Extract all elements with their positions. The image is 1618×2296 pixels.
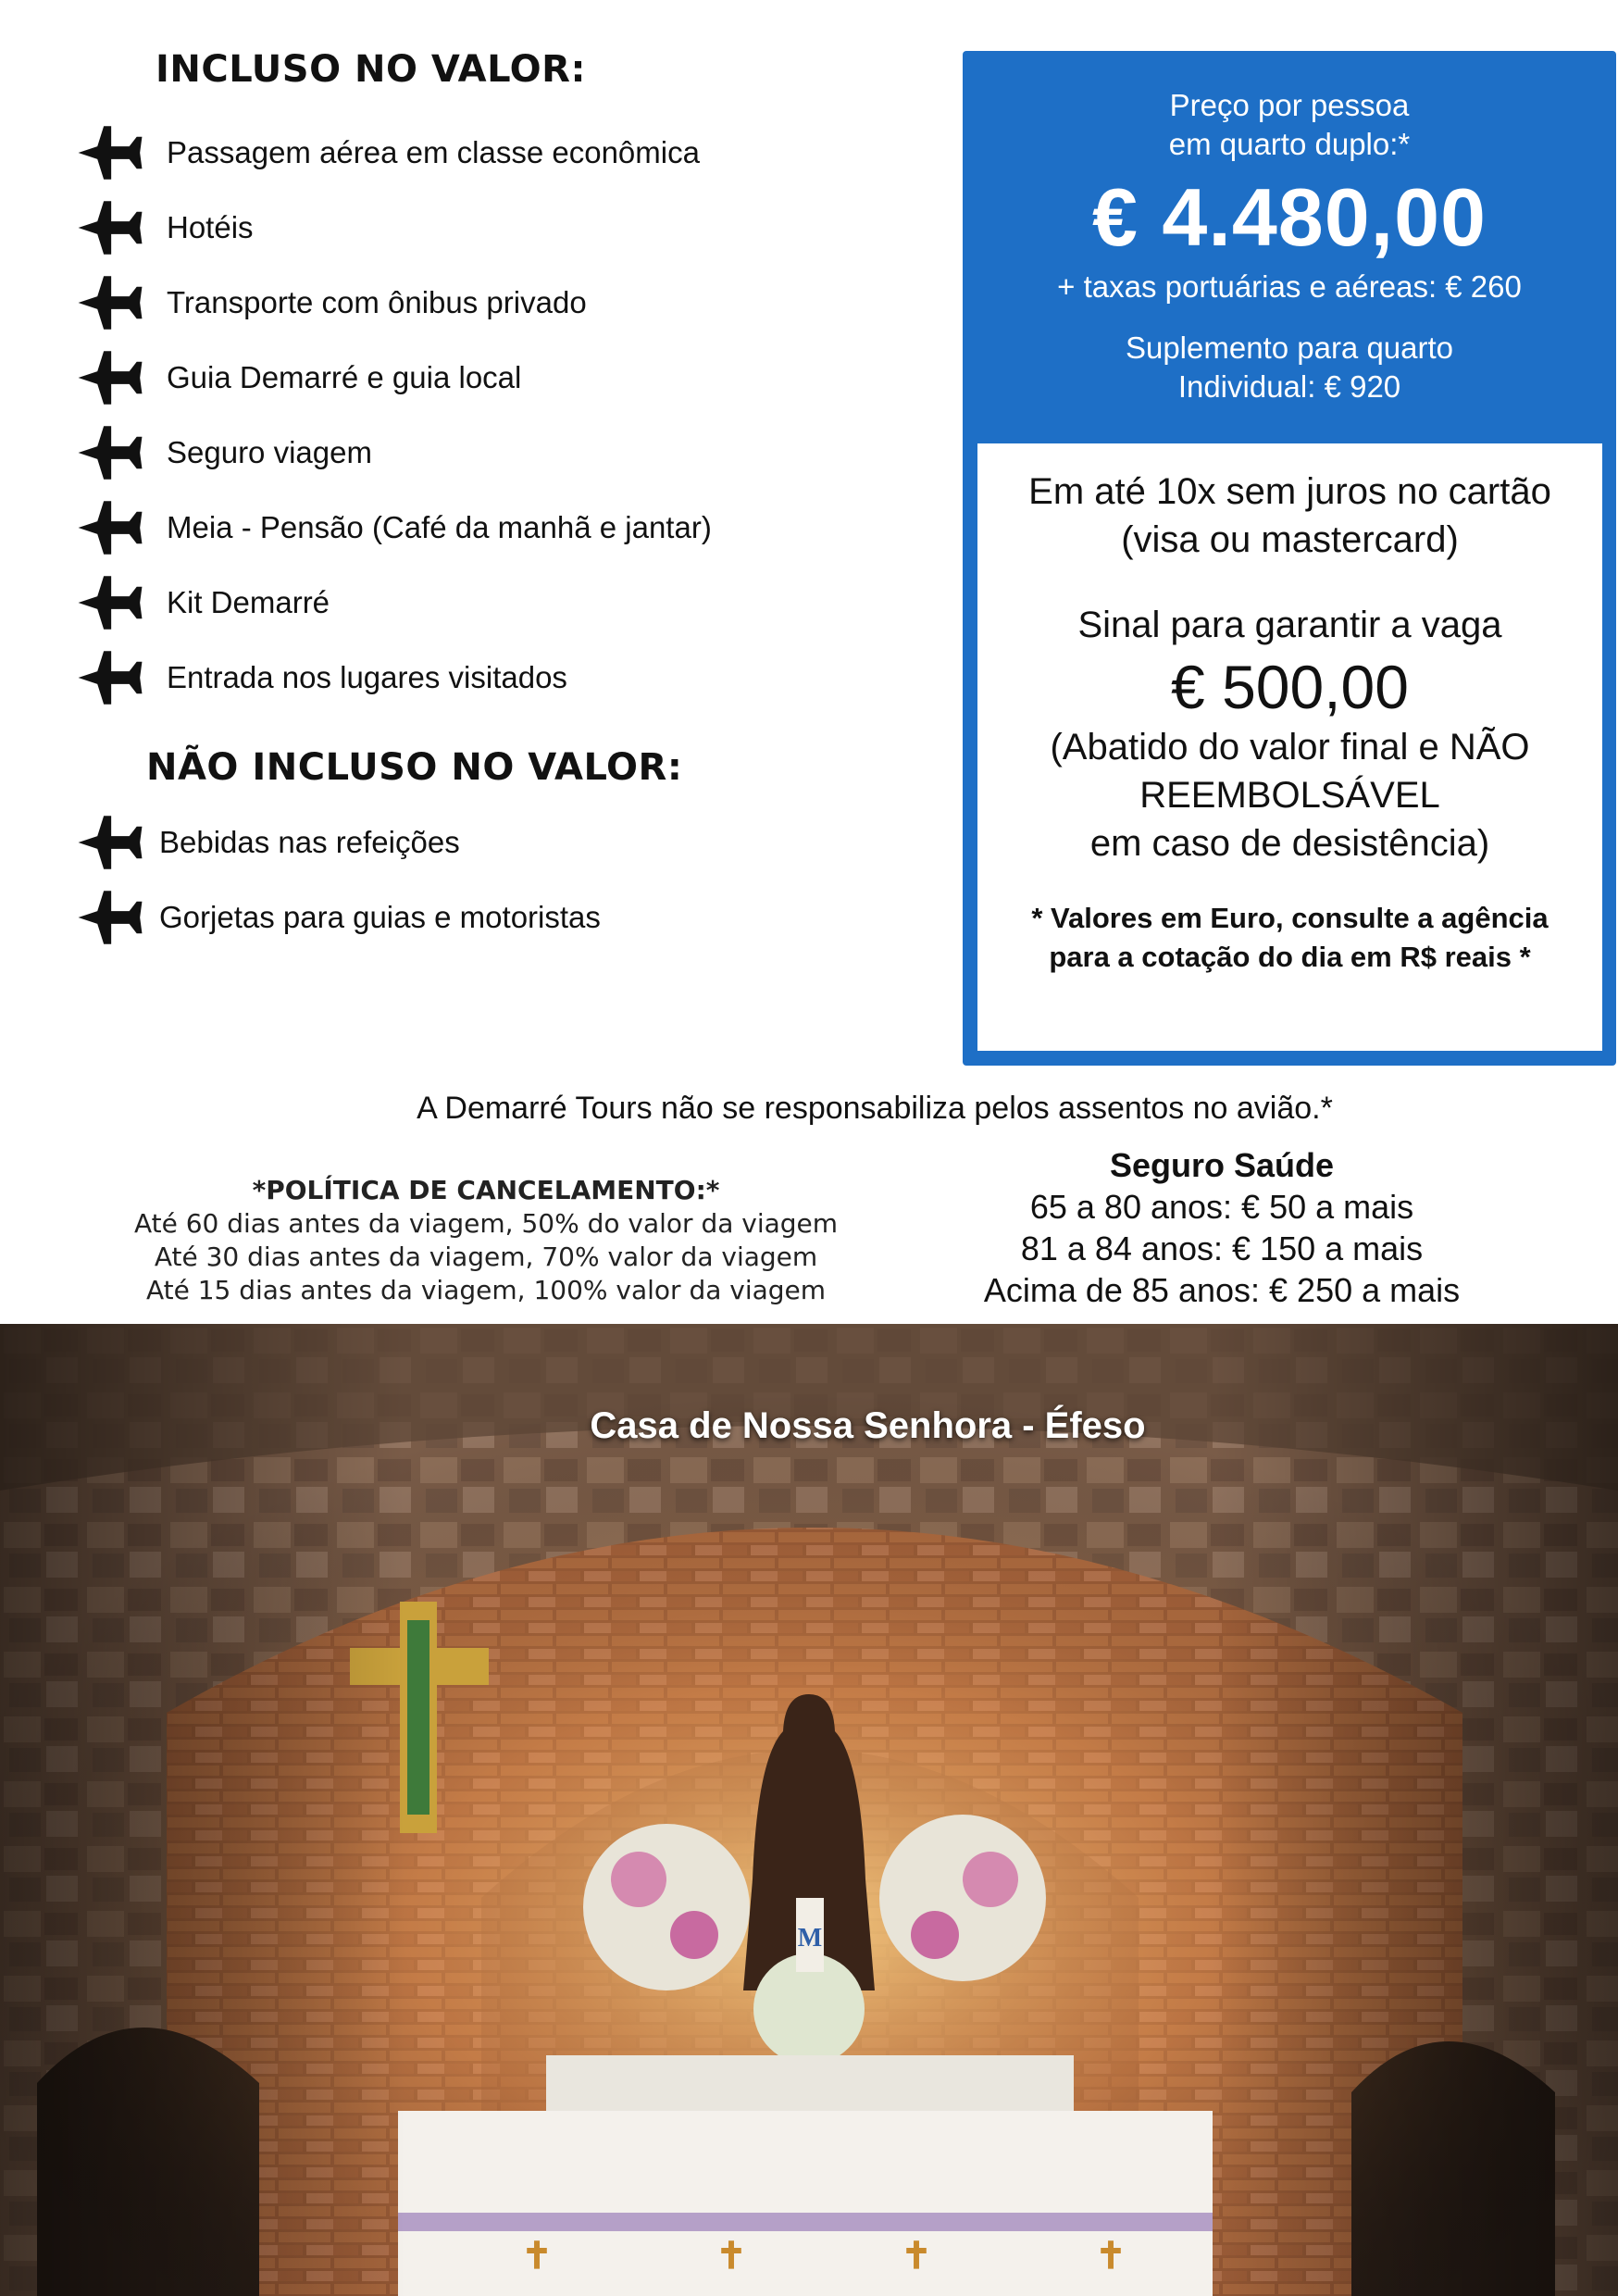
airplane-icon [76, 499, 144, 556]
included-item: Hotéis [167, 209, 254, 244]
airplane-icon [76, 574, 144, 631]
payment-panel [977, 443, 1602, 1051]
included-item: Meia - Pensão (Café da manhã e jantar) [167, 509, 712, 544]
included-title: INCLUSO NO VALOR: [156, 48, 586, 91]
included-list [76, 115, 712, 715]
airplane-icon [76, 649, 144, 706]
installments-text: Em até 10x sem juros no cartão [1028, 471, 1551, 512]
not-included-item: Bebidas nas refeições [159, 824, 460, 859]
included-item: Guia Demarré e guia local [167, 359, 522, 394]
list-item [76, 880, 601, 955]
airplane-icon [76, 889, 144, 946]
list-item [76, 805, 601, 880]
airplane-icon [76, 349, 144, 406]
deposit-label: Sinal para garantir a vaga [1077, 605, 1502, 645]
airplane-icon [76, 814, 144, 871]
cancellation-policy [111, 1174, 861, 1307]
not-included-list [76, 805, 601, 955]
airplane-icon [76, 424, 144, 481]
health-insurance [963, 1144, 1481, 1311]
not-included-item: Gorjetas para guias e motoristas [159, 899, 601, 934]
price-taxes: + taxas portuárias e aéreas: € 260 [1057, 269, 1522, 304]
insurance-line: Acima de 85 anos: € 250 a mais [983, 1271, 1461, 1309]
cancellation-line: Até 30 dias antes da viagem, 70% valor da viagem [154, 1242, 818, 1272]
included-item: Passagem aérea em classe econômica [167, 134, 700, 169]
included-item: Transporte com ônibus privado [167, 284, 587, 319]
included-item: Seguro viagem [167, 434, 372, 469]
price-label: Preço por pessoa [1169, 88, 1410, 122]
not-included-title: NÃO INCLUSO NO VALOR: [146, 746, 683, 789]
photo-caption: Casa de Nossa Senhora - Éfeso [590, 1405, 1146, 1446]
cancellation-line: Até 60 dias antes da viagem, 50% do valor da viagem [133, 1208, 839, 1239]
chapel-photo [0, 1324, 1618, 2296]
insurance-line: 65 a 80 anos: € 50 a mais [1029, 1188, 1414, 1226]
included-item: Entrada nos lugares visitados [167, 659, 567, 694]
deposit-note: em caso de desistência) [1089, 823, 1490, 864]
price-amount: € 4.480,00 [1092, 171, 1487, 263]
included-item: Kit Demarré [167, 584, 330, 619]
currency-note: * Valores em Euro, consulte a agência [1031, 902, 1549, 934]
deposit-note: (Abatido do valor final e NÃO [1050, 727, 1530, 767]
cancellation-title: *POLÍTICA DE CANCELAMENTO:* [252, 1175, 720, 1205]
airplane-icon [76, 199, 144, 256]
price-box [963, 51, 1616, 1066]
deposit-amount: € 500,00 [1171, 653, 1409, 721]
list-item [76, 565, 712, 640]
seat-disclaimer: A Demarré Tours não se responsabiliza pelos assentos no avião.* [417, 1091, 1333, 1126]
insurance-line: 81 a 84 anos: € 150 a mais [1020, 1229, 1424, 1267]
price-header [963, 51, 1616, 440]
list-item [76, 640, 712, 715]
list-item [76, 490, 712, 565]
insurance-title: Seguro Saúde [1109, 1146, 1335, 1184]
currency-note: para a cotação do dia em R$ reais * [1049, 941, 1531, 973]
deposit-note: REEMBOLSÁVEL [1139, 775, 1440, 816]
list-item [76, 190, 712, 265]
supplement-value: Individual: € 920 [1177, 369, 1401, 404]
list-item [76, 115, 712, 190]
list-item [76, 340, 712, 415]
supplement-label: Suplemento para quarto [1125, 331, 1454, 365]
price-label-room: em quarto duplo:* [1168, 127, 1411, 161]
list-item [76, 265, 712, 340]
list-item [76, 415, 712, 490]
airplane-icon [76, 124, 144, 181]
installments-cards: (visa ou mastercard) [1121, 519, 1459, 560]
airplane-icon [76, 274, 144, 331]
cancellation-line: Até 15 dias antes da viagem, 100% valor da viagem [145, 1275, 827, 1305]
